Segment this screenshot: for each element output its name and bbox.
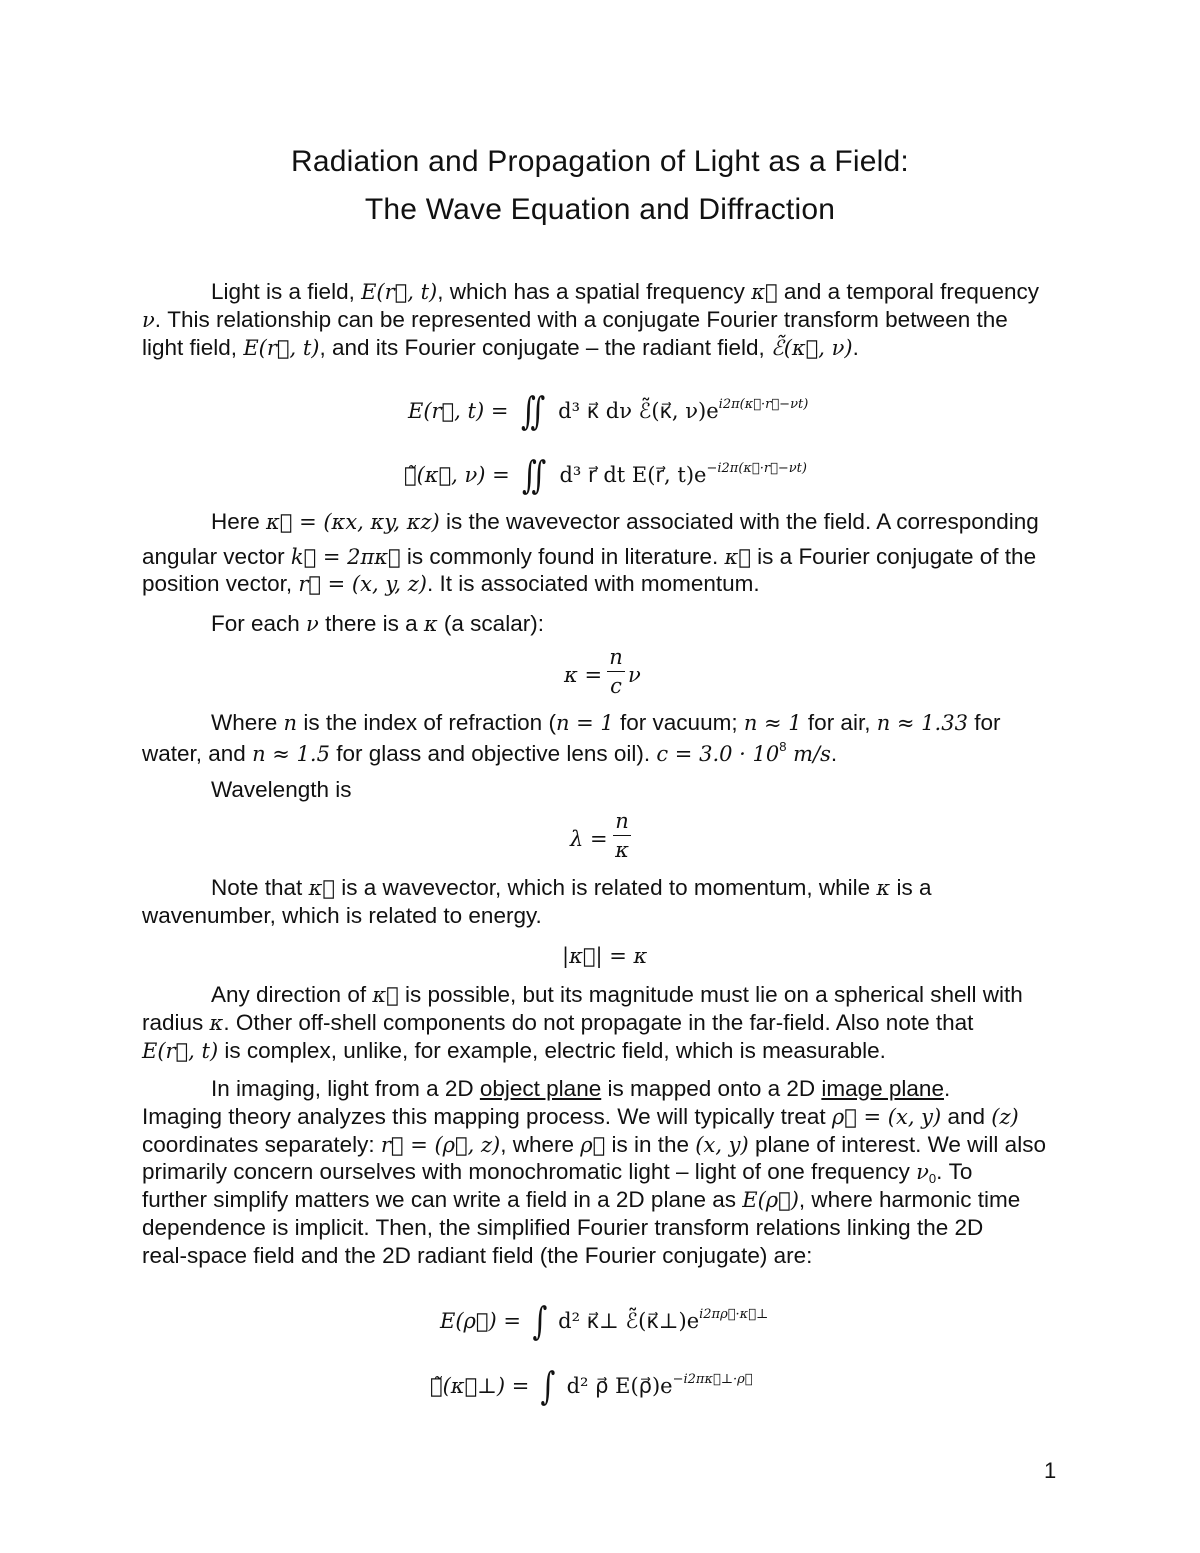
math: n (283, 711, 298, 735)
math: ν (916, 1160, 929, 1184)
math: E(r⃗, t) (142, 1039, 219, 1063)
paragraph-1-line-1 (211, 281, 1039, 304)
paragraph-8-line-2 (142, 1106, 1019, 1129)
math: n ≈ 1.33 (876, 711, 968, 735)
paragraph-6-line-1 (211, 877, 931, 900)
text: is complex, unlike, for example, electric field, which is measurable. (218, 1038, 886, 1063)
paragraph-7-line-3 (142, 1040, 886, 1063)
text: , which has a spatial frequency (437, 279, 752, 304)
text: for vacuum; (613, 710, 744, 735)
page-number: 1 (1044, 1458, 1057, 1483)
eq-rhs: d² ρ⃗ E(ρ⃗)e (566, 1374, 673, 1398)
math: ν (142, 308, 155, 332)
double-integral-icon: ∬ (521, 389, 546, 433)
paragraph-5: Wavelength is (211, 777, 352, 802)
underlined-term: image plane (821, 1076, 944, 1101)
text: and (941, 1104, 992, 1129)
text: Light is a field, (211, 279, 362, 304)
subscript: 0 (928, 1171, 937, 1186)
underlined-term: object plane (479, 1076, 602, 1101)
math: n = 1 (555, 711, 614, 735)
text: . (830, 741, 838, 766)
integral-icon: ∫ (540, 1364, 556, 1408)
text: primarily concern ourselves with monochromatic light – light of one frequency (142, 1159, 917, 1184)
numerator: n (609, 645, 623, 669)
text: for glass and objective lens oil). (329, 741, 657, 766)
paragraph-4-line-1 (211, 712, 1000, 735)
math: κ⃗ (724, 545, 751, 569)
equation-3-lhs: κ = (564, 663, 603, 687)
text: water, and (142, 741, 253, 766)
text: Imaging theory analyzes this mapping process. We will typically treat (142, 1104, 832, 1129)
math: κ⃗ = (κx, κy, κz) (266, 510, 440, 534)
text: there is a (318, 611, 424, 636)
denominator: c (610, 674, 622, 698)
math: ρ⃗ = (x, y) (831, 1105, 942, 1129)
text: In imaging, light from a 2D (211, 1076, 480, 1101)
text: is a (890, 875, 932, 900)
text: , and its Fourier conjugate – the radiant field, (319, 335, 771, 360)
equation-7 (430, 1361, 753, 1408)
paragraph-8-line-5 (142, 1189, 1020, 1212)
text: for air, (801, 710, 877, 735)
paragraph-1-line-2 (142, 309, 1008, 332)
paragraph-8-line-6: dependence is implicit. Then, the simplified Fourier transform relations linking the 2D (142, 1215, 984, 1240)
text: is commonly found in literature. (400, 544, 725, 569)
fraction-bar (607, 671, 625, 672)
equation-2 (404, 450, 807, 497)
math: κ (876, 876, 891, 900)
math: κ⃗ (308, 876, 335, 900)
text: . (943, 1076, 951, 1101)
text: plane of interest. We will also (748, 1132, 1046, 1157)
text: angular vector (142, 544, 291, 569)
superscript: 8 (779, 739, 787, 754)
title-line-1: Radiation and Propagation of Light as a Field: (291, 145, 909, 178)
text: coordinates separately: (142, 1132, 381, 1157)
text: , where harmonic time (798, 1187, 1021, 1212)
text: position vector, (142, 571, 299, 596)
text: . To (936, 1159, 973, 1184)
paragraph-8-line-3 (142, 1134, 1046, 1157)
text: and a temporal frequency (777, 279, 1039, 304)
math: E(ρ⃗) (742, 1188, 799, 1212)
math: κ (423, 612, 438, 636)
text: . (852, 335, 859, 360)
eq-lhs: ℰ̃(κ⃗⊥) = (430, 1374, 530, 1398)
math: (x, y) (695, 1133, 749, 1157)
text: is a Fourier conjugate of the (750, 544, 1037, 569)
integral-icon: ∫ (532, 1299, 547, 1343)
math: r⃗ = (x, y, z) (298, 572, 427, 596)
math: (z) (991, 1105, 1019, 1129)
eq-exponent: i2πρ⃗·κ⃗⊥ (699, 1307, 769, 1322)
math: κ (209, 1011, 224, 1035)
eq-lhs: E(r⃗, t) = (408, 399, 509, 423)
text: (a scalar): (437, 611, 544, 636)
text: further simplify matters we can write a field in a 2D plane as (142, 1187, 743, 1212)
paragraph-2-line-1 (211, 511, 1039, 534)
numerator: n (615, 809, 629, 833)
text: is the index of refraction ( (297, 710, 556, 735)
paragraph-7-line-2 (142, 1012, 973, 1035)
text: Note that (211, 875, 309, 900)
eq-rhs: d³ r⃗ dt E(r⃗, t)e (559, 463, 707, 487)
paragraph-3 (211, 613, 544, 636)
text: . It is associated with momentum. (427, 571, 760, 596)
math: k⃗ = 2πκ⃗ (290, 545, 401, 569)
math: κ⃗ (751, 280, 778, 304)
paragraph-2-line-2 (142, 546, 1036, 569)
math: m/s (786, 742, 831, 766)
paragraph-8-line-4 (142, 1161, 972, 1185)
text: light field, (142, 335, 244, 360)
text: . Other off-shell components do not propagate in the far-field. Also note that (223, 1010, 974, 1035)
eq-rhs: d³ κ⃗ dν ℰ̃(κ⃗, ν)e (558, 399, 719, 423)
equation-4-fraction (610, 809, 634, 862)
eq-exponent: i2π(κ⃗·r⃗−νt) (718, 397, 809, 412)
eq-exponent: −i2π(κ⃗·r⃗−νt) (706, 461, 807, 476)
math: c = 3.0 · 10 (656, 742, 780, 766)
paragraph-8-line-7: real-space field and the 2D radiant field (the Fourier conjugate) are: (142, 1243, 813, 1268)
equation-3-rhs: ν (628, 663, 641, 687)
text: Any direction of (211, 982, 373, 1007)
text: For each (211, 611, 307, 636)
eq-lhs: E(ρ⃗) = (440, 1309, 521, 1333)
eq-lhs: ℰ̃(κ⃗, ν) = (404, 463, 510, 487)
text: . This relationship can be represented with a conjugate Fourier transform between the (154, 307, 1008, 332)
title-line-2: The Wave Equation and Diffraction (364, 193, 836, 226)
equation-6 (440, 1296, 769, 1343)
double-integral-icon: ∬ (522, 453, 547, 497)
math: E(r⃗, t) (243, 336, 320, 360)
text: Here (211, 509, 267, 534)
paragraph-2-line-3 (142, 573, 760, 596)
math: ρ⃗ (580, 1133, 606, 1157)
fraction-bar (613, 835, 631, 836)
equation-4-lhs: λ = (570, 827, 608, 851)
text: is possible, but its magnitude must lie on a spherical shell with (398, 982, 1023, 1007)
paragraph-1-line-3 (142, 337, 859, 360)
math: ℰ̃(κ⃗, ν) (771, 336, 853, 360)
math: n ≈ 1 (743, 711, 802, 735)
text: is a wavevector, which is related to momentum, while (334, 875, 877, 900)
equation-5: |κ⃗| = κ (562, 944, 648, 968)
eq-rhs: d² κ⃗⊥ ℰ̃(κ⃗⊥)e (558, 1309, 700, 1333)
paragraph-4-line-2 (142, 740, 837, 766)
text: radius (142, 1010, 210, 1035)
text: is the wavevector associated with the field. A corresponding (439, 509, 1039, 534)
paragraph-6-line-2: wavenumber, which is related to energy. (142, 903, 542, 928)
paragraph-8-line-1 (211, 1078, 950, 1101)
math: κ⃗ (372, 983, 399, 1007)
equation-3-fraction (604, 645, 628, 698)
text: for (967, 710, 1001, 735)
math: ν (306, 612, 319, 636)
eq-exponent: −i2πκ⃗⊥·ρ⃗ (672, 1372, 753, 1387)
paragraph-7-line-1 (211, 984, 1023, 1007)
denominator: κ (615, 838, 629, 862)
text: is in the (605, 1132, 696, 1157)
math: E(r⃗, t) (361, 280, 438, 304)
equation-1 (408, 386, 809, 433)
text: Where (211, 710, 284, 735)
text: is mapped onto a 2D (601, 1076, 822, 1101)
text: , where (500, 1132, 581, 1157)
math: n ≈ 1.5 (252, 742, 330, 766)
math: r⃗ = (ρ⃗, z) (380, 1133, 501, 1157)
